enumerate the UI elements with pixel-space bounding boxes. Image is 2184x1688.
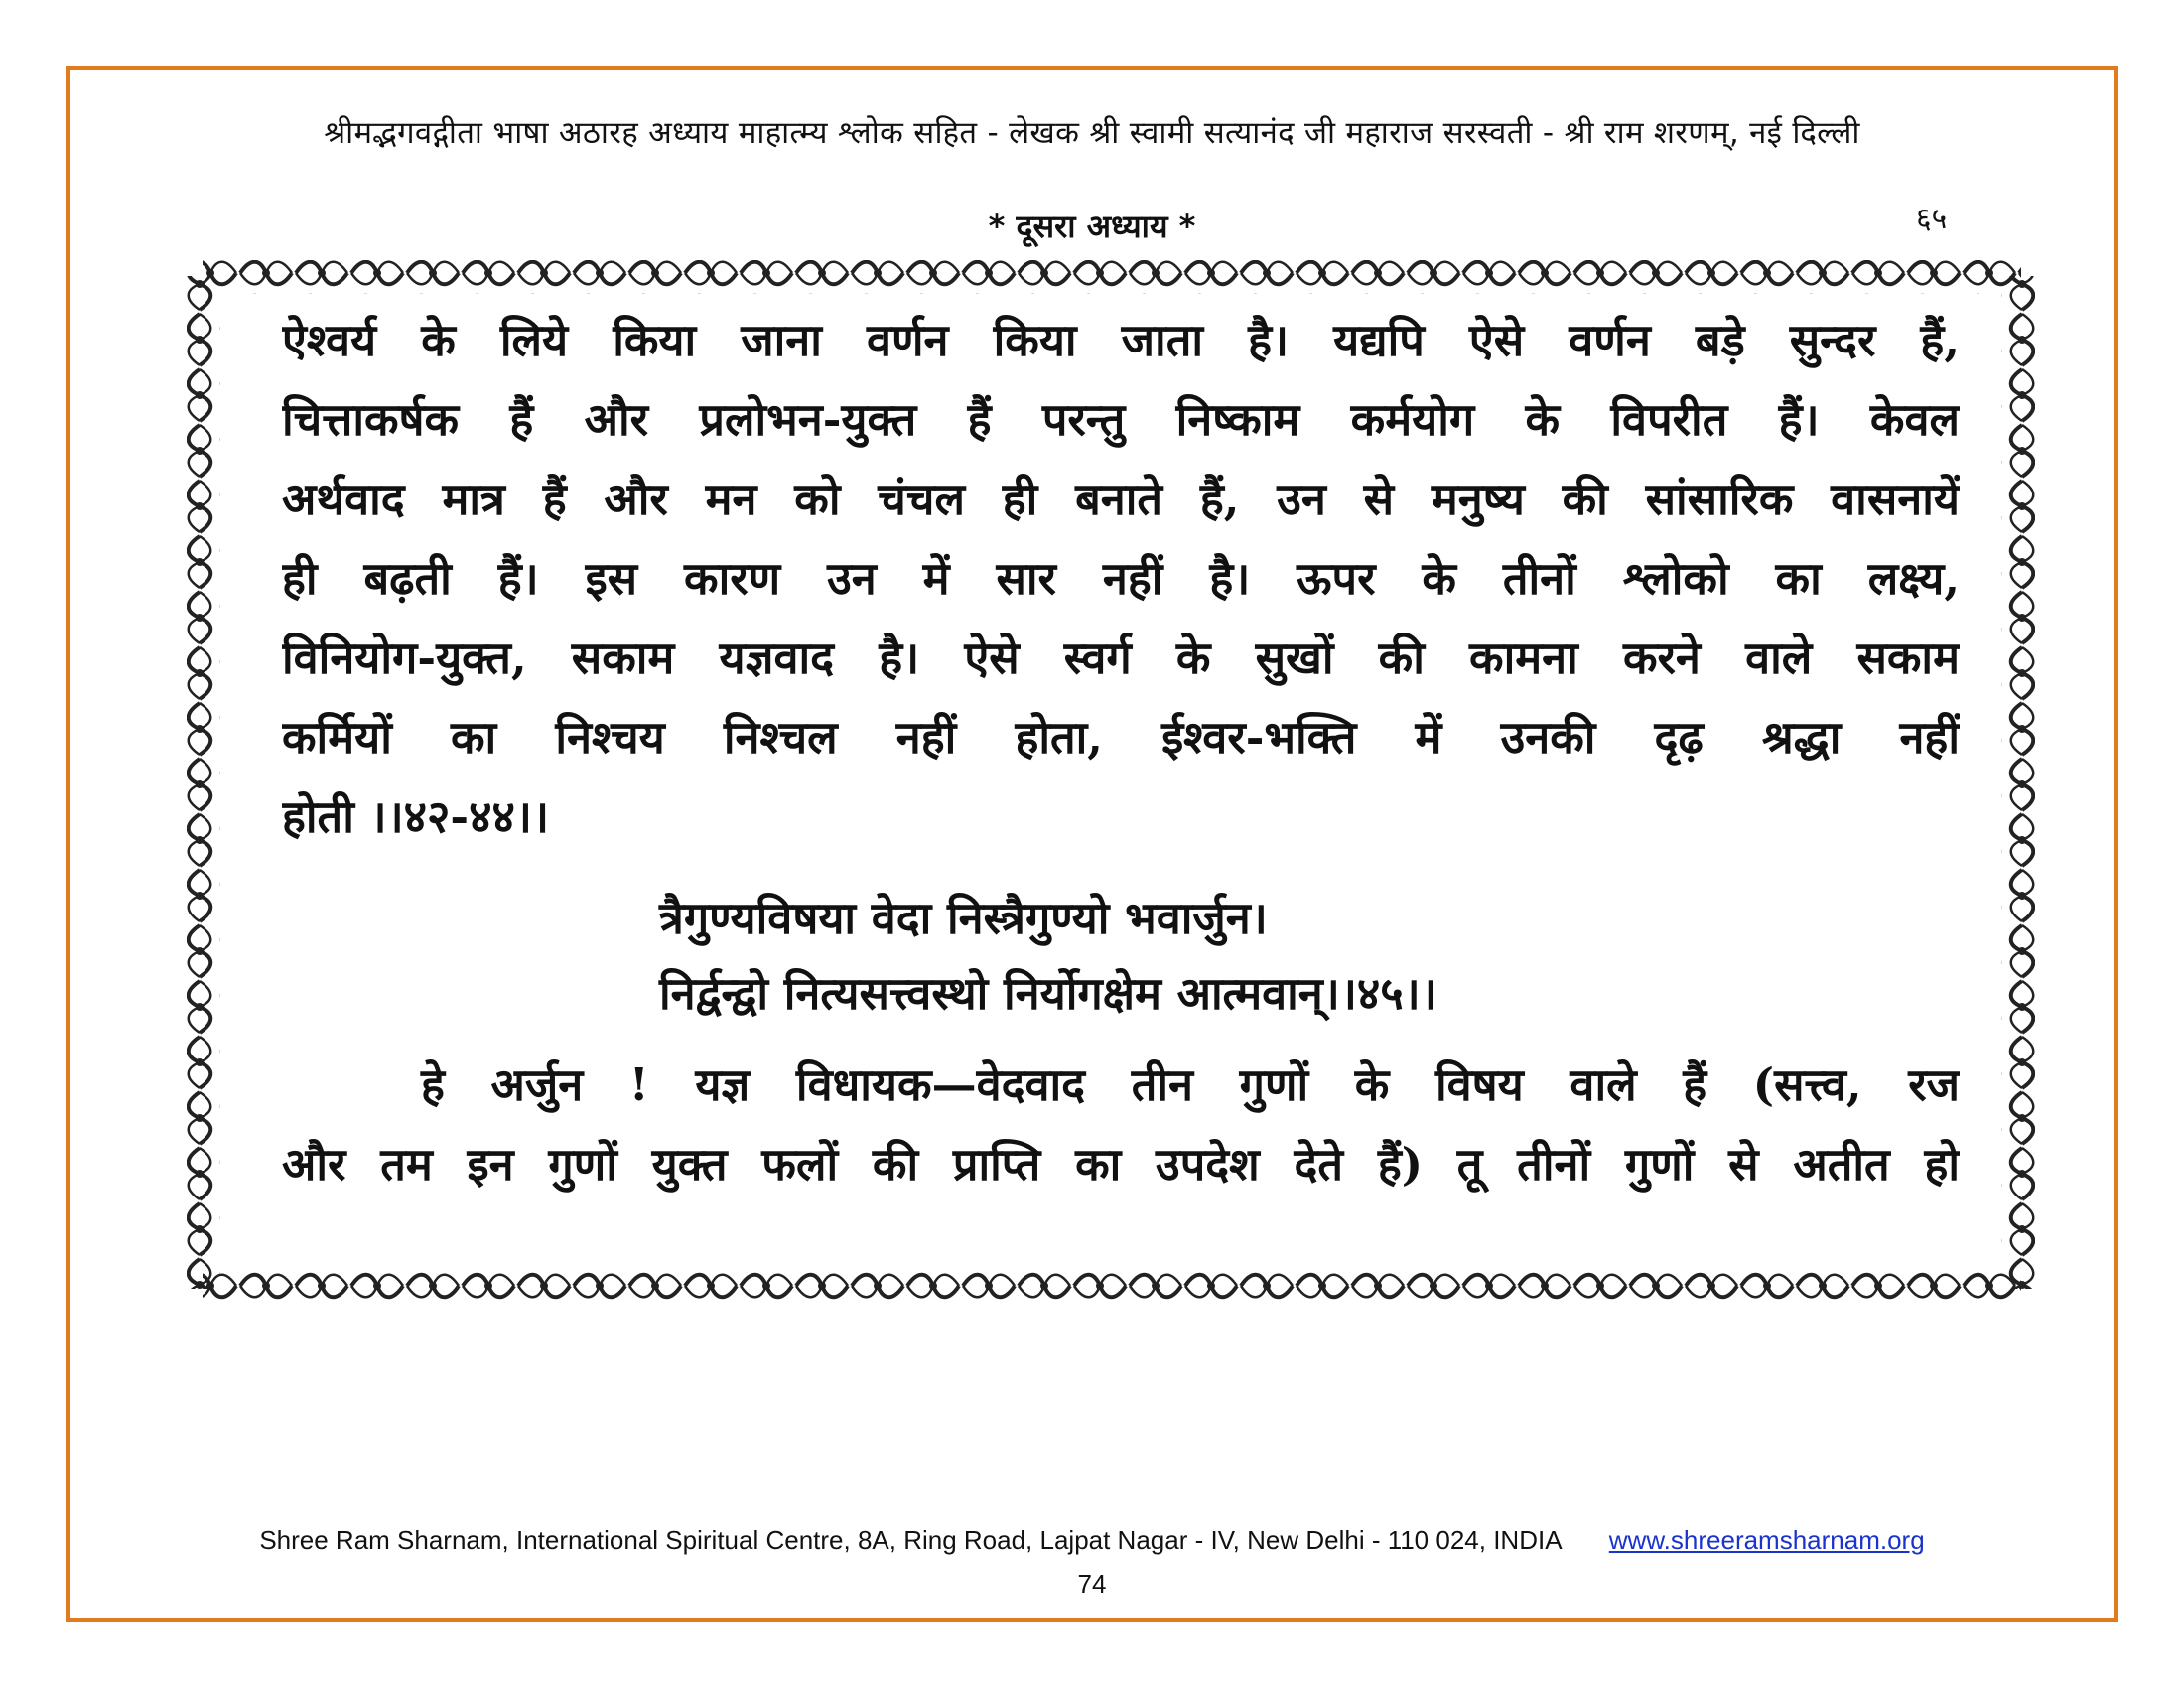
text-line: कर्मियों का निश्चय निश्चल नहीं होता, ईश्वर-भक्ति में उनकी दृढ़ श्रद्धा नहीं	[282, 711, 1960, 764]
scanned-page	[183, 256, 2041, 1321]
text-line: विनियोग-युक्त, सकाम यज्ञवाद है। ऐसे स्वर्ग के सुखों की कामना करने वाले सकाम	[282, 632, 1960, 684]
page-footer	[0, 1525, 2184, 1556]
text-line: होती ।।४२-४४।।	[282, 790, 550, 843]
text-line: ऐश्वर्य के लिये किया जाना वर्णन किया जाता है। यद्यपि ऐसे वर्णन बड़े सुन्दर हैं,	[282, 314, 1960, 366]
footer-address: Shree Ram Sharnam, International Spiritual Centre, 8A, Ring Road, Lajpat Nagar - IV, New Delhi - 110 024, INDIA	[259, 1525, 1563, 1555]
text-line: अर्थवाद मात्र हैं और मन को चंचल ही बनाते हैं, उन से मनुष्य की सांसारिक वासनायें	[282, 473, 1960, 525]
chapter-title: * दूसरा अध्याय *	[988, 208, 1196, 245]
text-line: चित्ताकर्षक हैं और प्रलोभन-युक्त हैं परन्तु निष्काम कर्मयोग के विपरीत हैं। केवल	[282, 393, 1960, 446]
page-header: श्रीमद्भगवद्गीता भाषा अठारह अध्याय माहात्म्य श्लोक सहित - लेखक श्री स्वामी सत्यानंद जी महाराज सरस्वती - श्री राम शरणम्, नई दिल्ली	[324, 115, 1860, 151]
website-link[interactable]: www.shreeramsharnam.org	[1608, 1525, 1925, 1555]
text-line: ही बढ़ती हैं। इस कारण उन में सार नहीं है। ऊपर के तीनों श्लोको का लक्ष्य,	[282, 552, 1960, 605]
scan-page-number: ६५	[1916, 202, 1948, 236]
page-number: 74	[1077, 1569, 1107, 1599]
text-line: हे अर्जुन ! यज्ञ विधायक—वेदवाद तीन गुणों के विषय वाले हैं (सत्त्व, रज	[421, 1058, 1960, 1111]
page-body	[282, 301, 1960, 1204]
text-line: और तम इन गुणों युक्त फलों की प्राप्ति का उपदेश देते हैं) तू तीनों गुणों से अतीत हो	[282, 1138, 1960, 1191]
verse-line: निर्द्वन्द्वो नित्यसत्त्वस्थो निर्योगक्षेम आत्मवान्।।४५।।	[659, 967, 1437, 1020]
shloka-verse	[282, 881, 1960, 1032]
verse-line: त्रैगुण्यविषया वेदा निस्त्रैगुण्यो भवार्जुन।	[659, 892, 1268, 944]
